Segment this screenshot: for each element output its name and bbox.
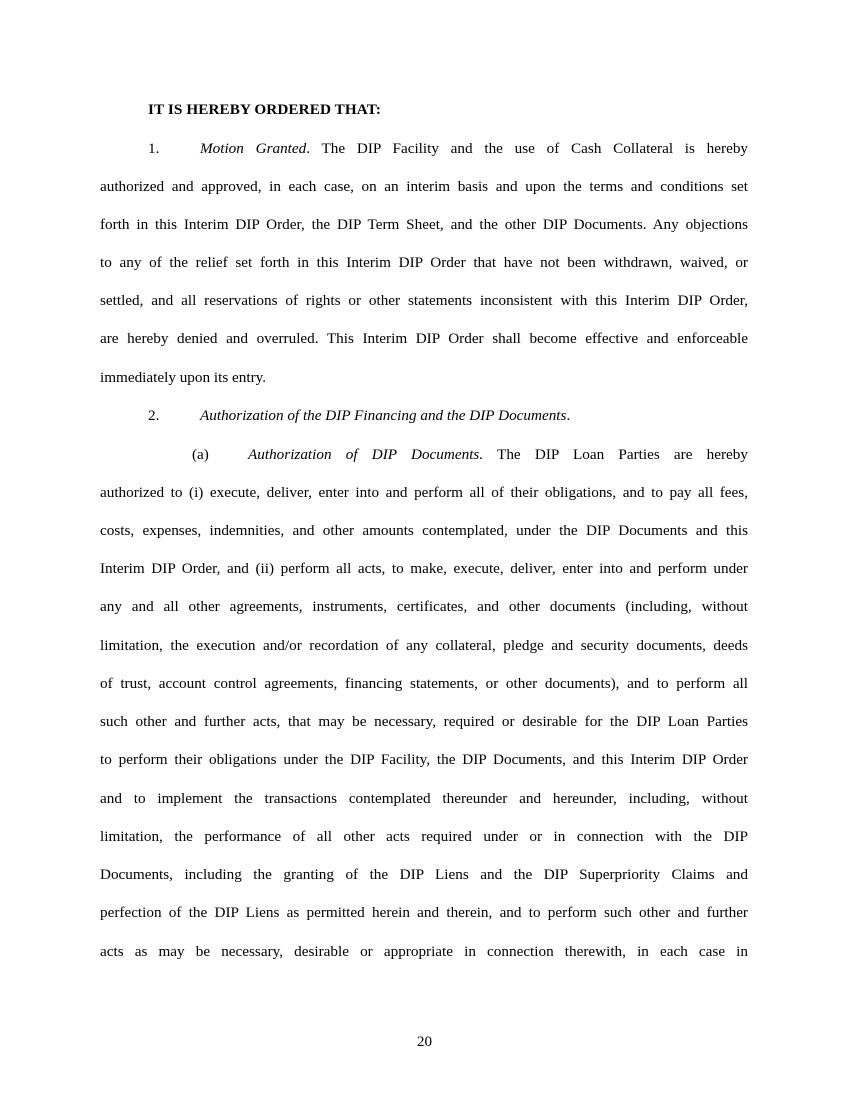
subsection-a-line: and to implement the transactions contemplated thereunder and hereunder, including, without xyxy=(100,790,748,807)
section-1-first-line-text: . The DIP Facility and the use of Cash Collateral is hereby xyxy=(306,140,749,157)
subsection-a-line: limitation, the performance of all other acts required under or in connection with the DIP xyxy=(100,828,748,845)
section-1-title: Motion Granted xyxy=(200,140,307,157)
section-2-title-end: . xyxy=(566,407,571,424)
subsection-a-line: to perform their obligations under the DIP Facility, the DIP Documents, and this Interim DIP Order xyxy=(100,751,748,768)
subsection-a-line: of trust, account control agreements, financing statements, or other documents), and to perform all xyxy=(100,675,748,692)
subsection-a-first-line xyxy=(192,445,748,465)
subsection-a-title: Authorization of DIP Documents. xyxy=(248,446,484,463)
subsection-a-number: (a) xyxy=(192,446,209,463)
section-1-first-line xyxy=(148,139,748,159)
section-2-title: Authorization of the DIP Financing and the DIP Documents xyxy=(200,407,567,424)
section-1-line: forth in this Interim DIP Order, the DIP Term Sheet, and the other DIP Documents. Any objections xyxy=(100,216,748,233)
subsection-a-line: costs, expenses, indemnities, and other amounts contemplated, under the DIP Documents and this xyxy=(100,522,748,539)
subsection-a-line: any and all other agreements, instruments, certificates, and other documents (including, without xyxy=(100,598,748,615)
subsection-a-line: Interim DIP Order, and (ii) perform all acts, to make, execute, deliver, enter into and perform under xyxy=(100,560,748,577)
section-2-number: 2. xyxy=(148,407,160,424)
subsection-a-first-line-text: The DIP Loan Parties are hereby xyxy=(483,446,748,463)
subsection-a-line: limitation, the execution and/or recordation of any collateral, pledge and security documents, deeds xyxy=(100,637,748,654)
order-heading: IT IS HEREBY ORDERED THAT: xyxy=(148,101,381,118)
section-1-line: authorized and approved, in each case, on an interim basis and upon the terms and conditions set xyxy=(100,178,748,195)
subsection-a-line: authorized to (i) execute, deliver, enter into and perform all of their obligations, and to pay all fees, xyxy=(100,484,748,501)
section-1-line: to any of the relief set forth in this Interim DIP Order that have not been withdrawn, waived, or xyxy=(100,254,748,271)
section-1-line-last: immediately upon its entry. xyxy=(100,369,267,386)
subsection-a-line: perfection of the DIP Liens as permitted herein and therein, and to perform such other and further xyxy=(100,904,748,921)
section-1-line: are hereby denied and overruled. This Interim DIP Order shall become effective and enforceable xyxy=(100,330,748,347)
page-number: 20 xyxy=(416,1033,433,1050)
subsection-a-line: Documents, including the granting of the DIP Liens and the DIP Superpriority Claims and xyxy=(100,866,748,883)
section-2-heading xyxy=(148,406,748,426)
section-1-line: settled, and all reservations of rights or other statements inconsistent with this Interim DIP Order, xyxy=(100,292,748,309)
subsection-a-line: such other and further acts, that may be necessary, required or desirable for the DIP Loan Parties xyxy=(100,713,748,730)
section-1-number: 1. xyxy=(148,140,160,157)
subsection-a-line: acts as may be necessary, desirable or appropriate in connection therewith, in each case in xyxy=(100,943,748,960)
